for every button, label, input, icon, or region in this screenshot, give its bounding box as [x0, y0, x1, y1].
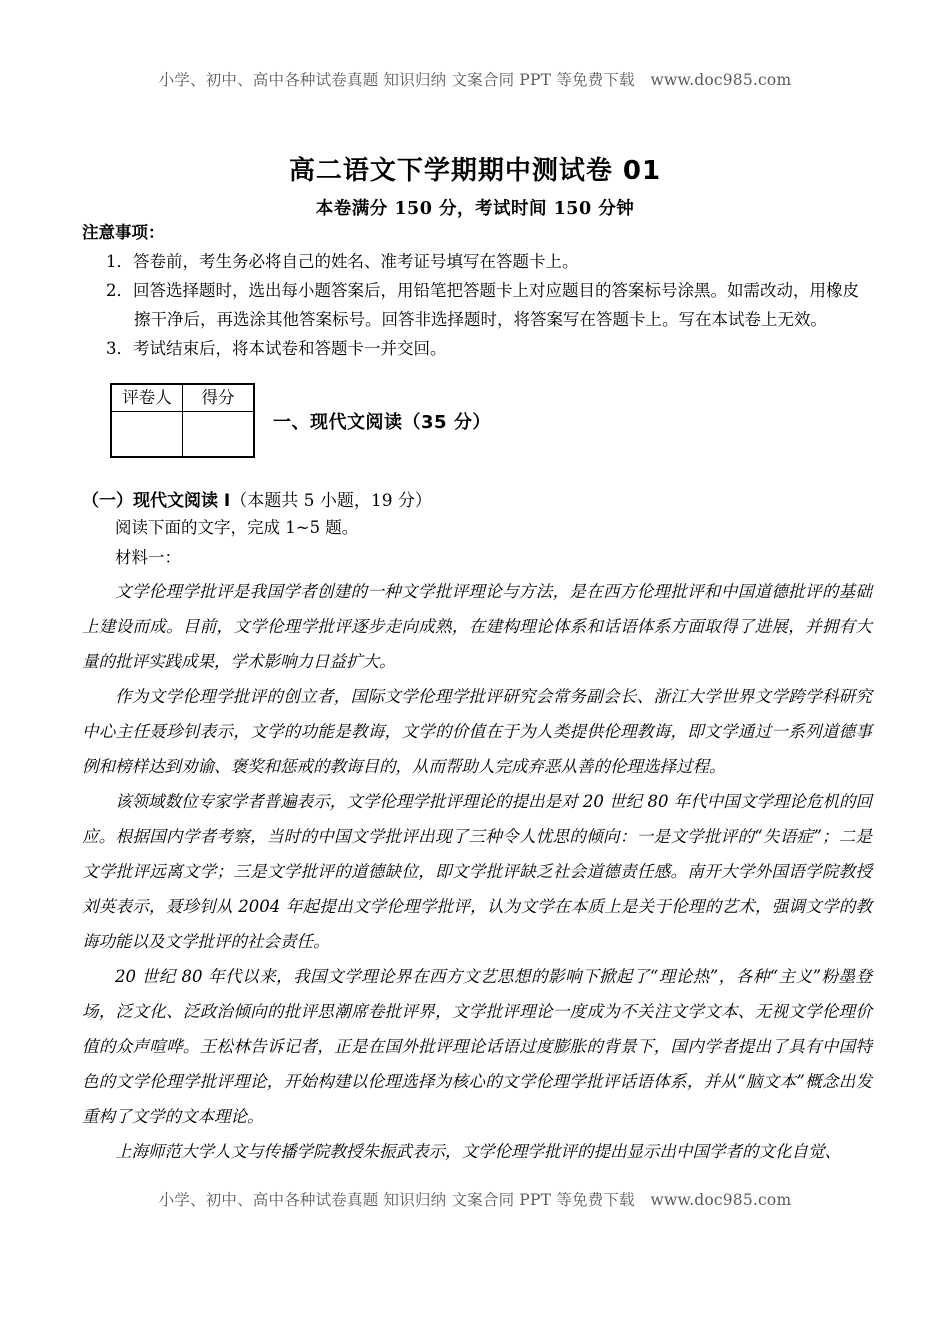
reading-instruction: 阅读下面的文字，完成 1~5 题。 — [115, 518, 359, 537]
score-table-header-score: 得分 — [183, 384, 255, 412]
passage-paragraph: 该领域数位专家学者普遍表示，文学伦理学批评理论的提出是对 20 世纪 80 年代中国文学理论危机的回应。根据国内学者考察，当时的中国文学批评出现了三种令人忧思的倾向：一是文学批评的“失语症”；二是文学批评远离文学；三是文学批评的道德缺位，即文学批评缺乏社会道德责任感。南开大学外国语学院教授刘英表示，聂珍钊从 2004 年起提出文学伦理学批评，认为文学在本质上是关于伦理的艺术，强调文学的教诲功能以及文学批评的社会责任。 — [82, 792, 872, 951]
passage-paragraph: 上海师范大学人文与传播学院教授朱振武表示，文学伦理学批评的提出显示出中国学者的文化自觉、 — [115, 1142, 841, 1161]
material-label: 材料一： — [115, 548, 181, 567]
part-heading-bold: （一）现代文阅读 I — [82, 491, 231, 511]
score-table — [110, 383, 255, 458]
passage-paragraph: 文学伦理学批评是我国学者创建的一种文学批评理论与方法，是在西方伦理批评和中国道德批评的基础上建设而成。目前，文学伦理学批评逐步走向成熟，在建构理论体系和话语体系方面取得了进展，并拥有大量的批评实践成果，学术影响力日益扩大。 — [82, 582, 872, 671]
table-row — [111, 384, 254, 412]
score-table-cell-score[interactable] — [183, 412, 255, 458]
passage-paragraph: 作为文学伦理学批评的创立者，国际文学伦理学批评研究会常务副会长、浙江大学世界文学跨学科研究中心主任聂珍钊表示，文学的功能是教诲，文学的价值在于为人类提供伦理教诲，即文学通过一系列道德事例和榜样达到劝谕、褒奖和惩戒的教诲目的，从而帮助人完成弃恶从善的伦理选择过程。 — [82, 687, 872, 776]
page-title: 高二语文下学期期中测试卷 01 — [288, 156, 662, 186]
table-row — [111, 412, 254, 458]
score-table-row — [110, 383, 491, 458]
notice-label: 注意事项： — [82, 223, 165, 242]
footer-watermark: 小学、初中、高中各种试卷真题 知识归纳 文案合同 PPT 等免费下载 www.doc985.com — [158, 1191, 792, 1209]
part-heading — [82, 486, 432, 511]
passage-body — [82, 574, 872, 1169]
header-watermark: 小学、初中、高中各种试卷真题 知识归纳 文案合同 PPT 等免费下载 www.doc985.com — [158, 71, 792, 89]
score-table-header-grader: 评卷人 — [111, 384, 183, 412]
score-table-cell-grader[interactable] — [111, 412, 183, 458]
part-heading-plain: （本题共 5 小题，19 分） — [230, 491, 432, 511]
notice-list — [82, 247, 872, 363]
notice-item: 2．回答选择题时，选出每小题答案后，用铅笔把答题卡上对应题目的答案标号涂黑。如需改动，用橡皮擦干净后，再选涂其他答案标号。回答非选择题时，将答案写在答题卡上。写在本试卷上无效。 — [106, 281, 859, 329]
page-subtitle: 本卷满分 150 分，考试时间 150 分钟 — [315, 199, 635, 219]
notice-item: 3．考试结束后，将本试卷和答题卡一并交回。 — [106, 339, 447, 358]
section-heading: 一、现代文阅读（35 分） — [273, 411, 491, 433]
notice-item: 1．答卷前，考生务必将自己的姓名、准考证号填写在答题卡上。 — [106, 252, 579, 271]
notice-block — [82, 219, 872, 363]
passage-paragraph: 20 世纪 80 年代以来，我国文学理论界在西方文艺思想的影响下掀起了“理论热”，各种“主义”粉墨登场，泛文化、泛政治倾向的批评思潮席卷批评界，文学批评理论一度成为不关注文学文本、无视文学伦理价值的众声喧哗。王松林告诉记者，正是在国外批评理论话语过度膨胀的背景下，国内学者提出了具有中国特色的文学伦理学批评理论，开始构建以伦理选择为核心的文学伦理学批评话语体系，并从“脑文本”概念出发重构了文学的文本理论。 — [82, 967, 872, 1126]
